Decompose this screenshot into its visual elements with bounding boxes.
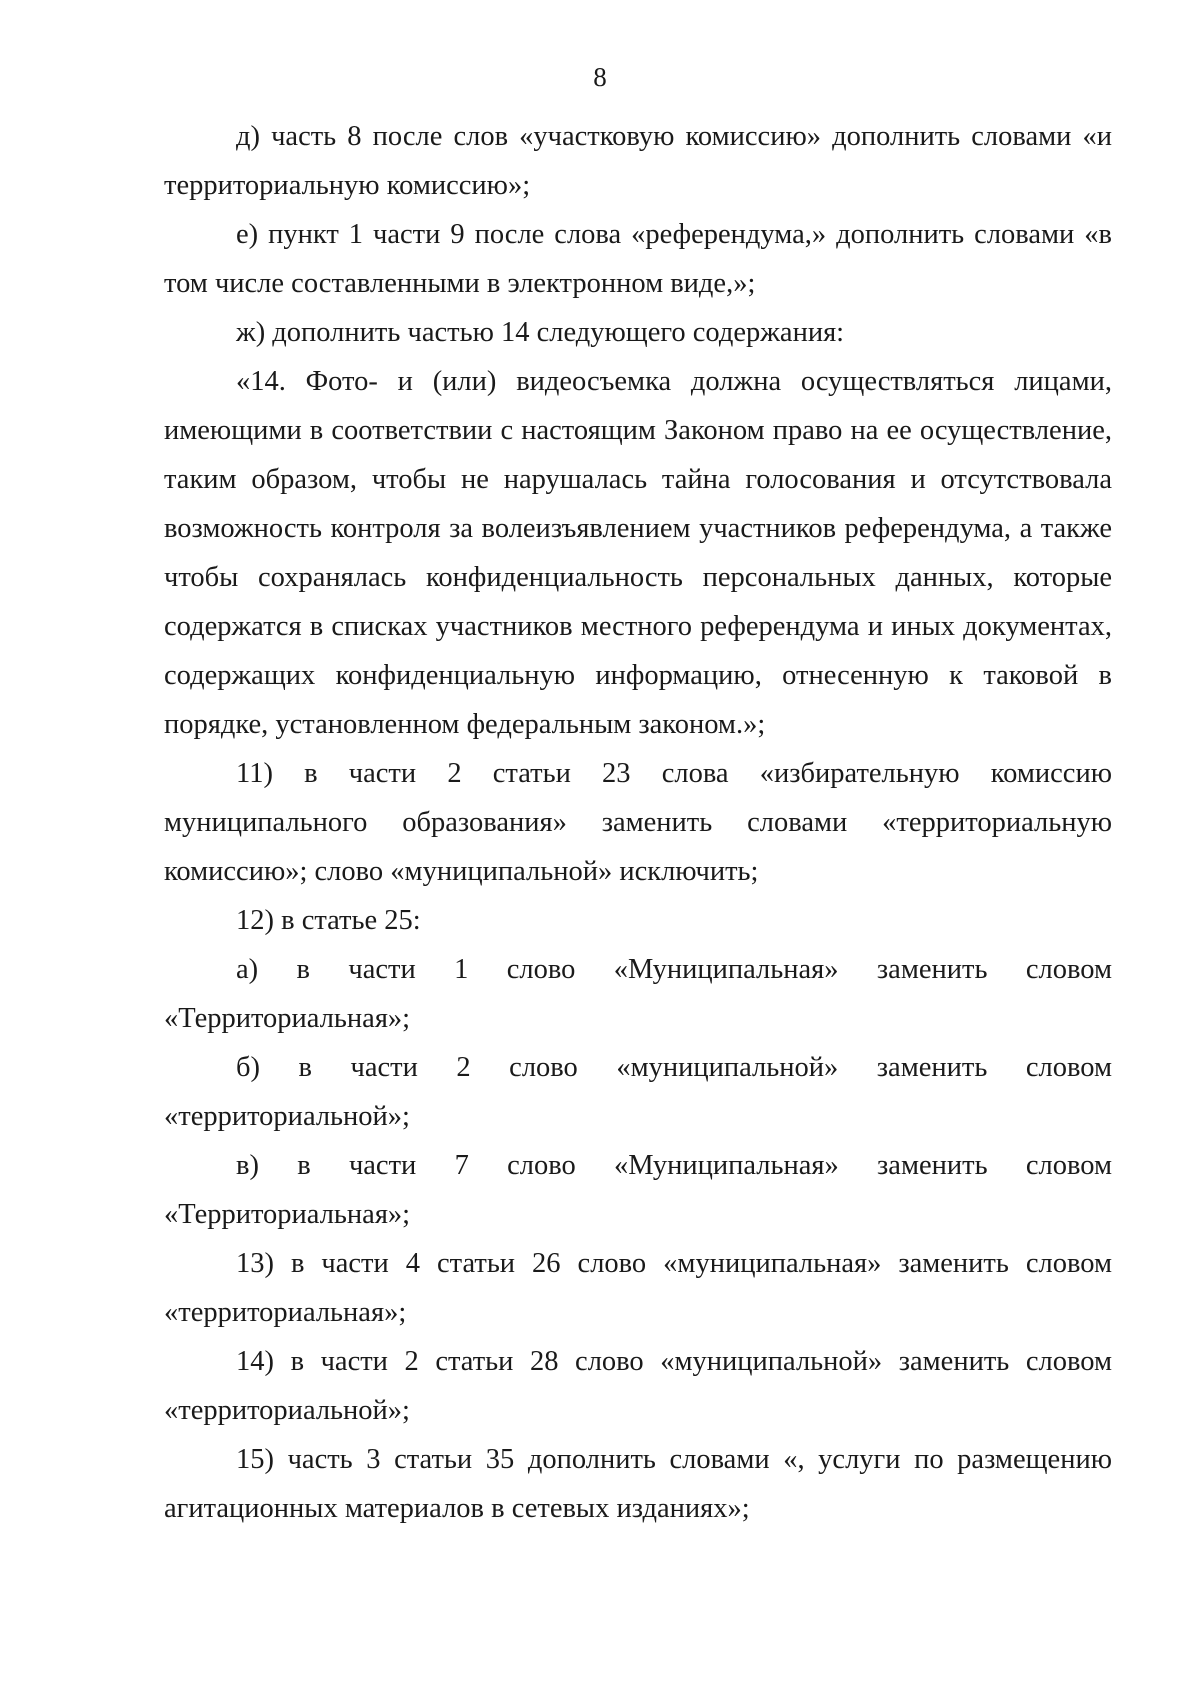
paragraph-item-12: 12) в статье 25:: [236, 905, 421, 936]
paragraph-part-14: «14. Фото- и (или) видеосъемка должна осуществляться лицами, имеющими в соответствии с настоящим Законом право на ее осуществление, таким образом, чтобы не нарушалась тайна голосования и отсутствовала возможность контроля за волеизъявлением участников референдума, а также чтобы сохранялась конфиденциальность персональных данных, которые содержатся в списках участников местного референдума и иных документах, содержащих конфиденциальную информацию, отнесенную к таковой в порядке, установленном федеральным законом.»;: [164, 366, 1112, 740]
paragraph-item-15: 15) часть 3 статьи 35 дополнить словами «, услуги по размещению агитационных материалов в сетевых изданиях»;: [164, 1444, 1112, 1524]
paragraph-e: е) пункт 1 части 9 после слова «референдума,» дополнить словами «в том числе составленными в электронном виде,»;: [164, 219, 1112, 299]
paragraph-zh: ж) дополнить частью 14 следующего содержания:: [236, 317, 845, 348]
paragraph-d: д) часть 8 после слов «участковую комиссию» дополнить словами «и территориальную комиссию»;: [164, 121, 1112, 201]
paragraph-item-14: 14) в части 2 статьи 28 слово «муниципальной» заменить словом «территориальной»;: [164, 1346, 1112, 1426]
paragraph-item-12-a: а) в части 1 слово «Муниципальная» заменить словом «Территориальная»;: [164, 954, 1112, 1034]
page-number: 8: [593, 62, 607, 92]
paragraph-item-13: 13) в части 4 статьи 26 слово «муниципальная» заменить словом «территориальная»;: [164, 1248, 1112, 1328]
paragraph-item-11: 11) в части 2 статьи 23 слова «избирательную комиссию муниципального образования» заменить словами «территориальную комиссию»; слово «муниципальной» исключить;: [164, 758, 1112, 887]
paragraph-item-12-b: б) в части 2 слово «муниципальной» заменить словом «территориальной»;: [164, 1052, 1112, 1132]
paragraph-item-12-v: в) в части 7 слово «Муниципальная» заменить словом «Территориальная»;: [164, 1150, 1112, 1230]
document-body: [164, 112, 1112, 1533]
